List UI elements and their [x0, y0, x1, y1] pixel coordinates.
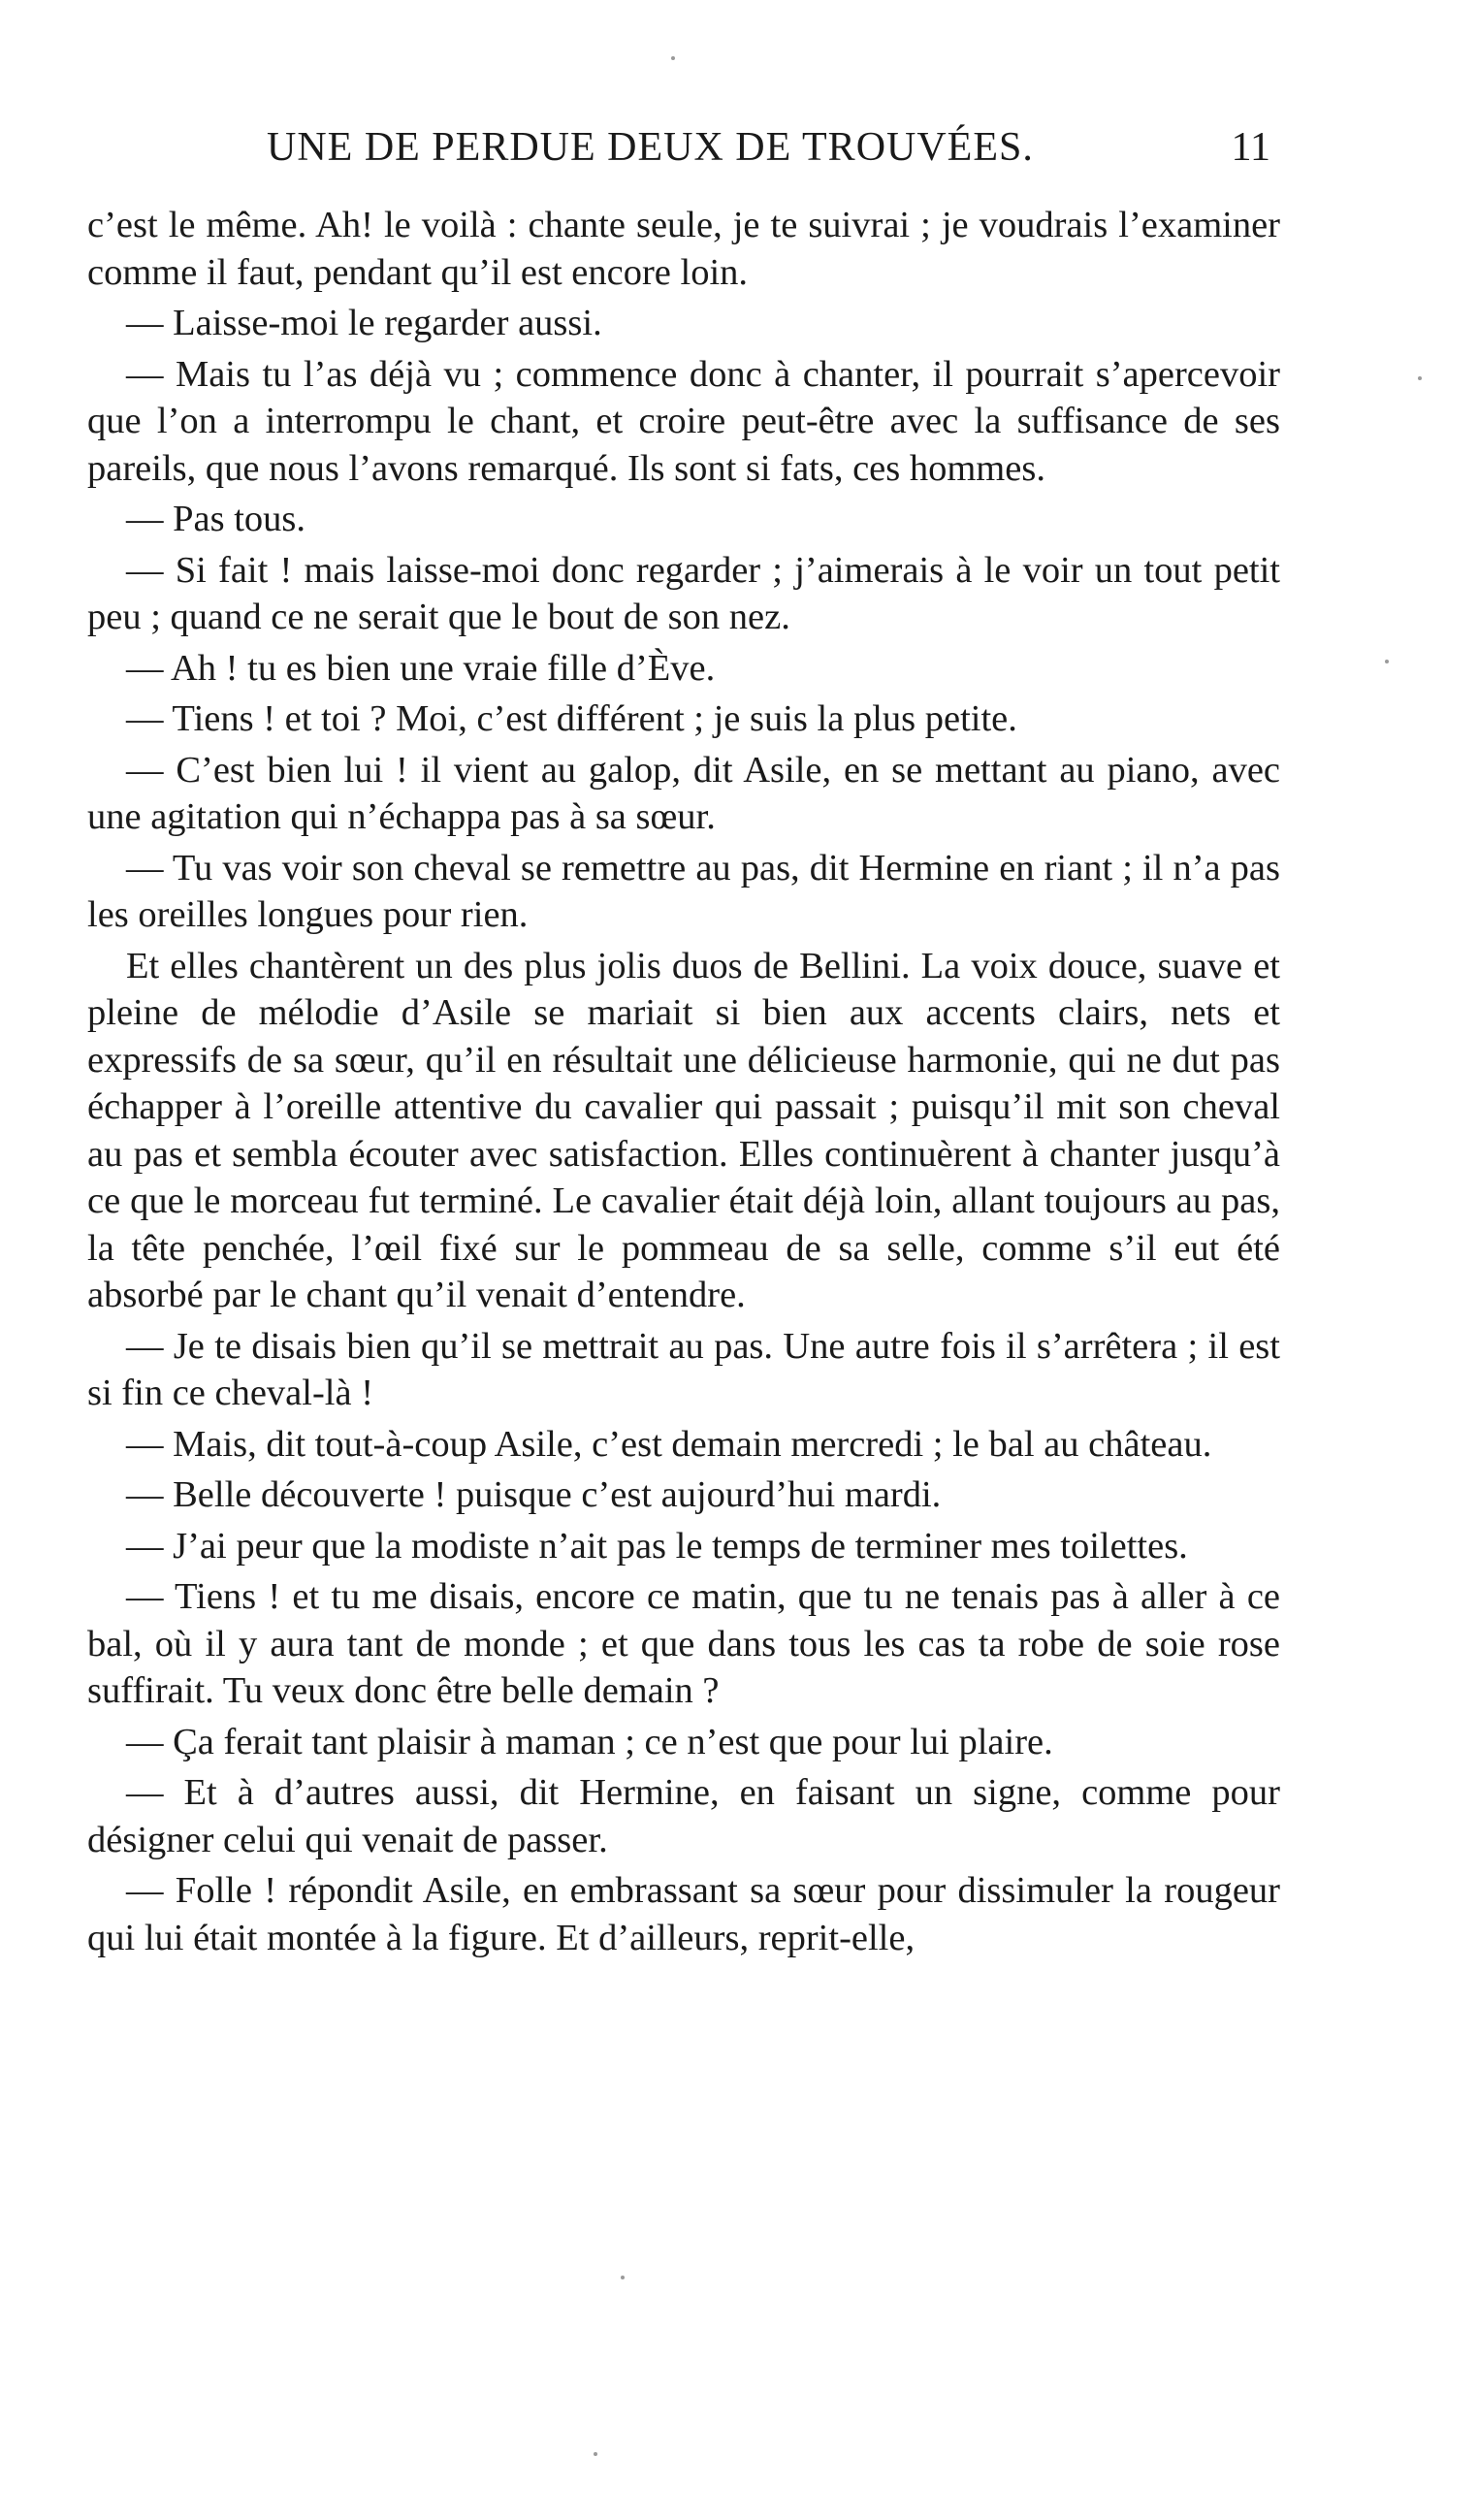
- body-text: [87, 202, 1280, 1965]
- paper-speck: [594, 2452, 597, 2456]
- paper-speck: [621, 2276, 625, 2279]
- paragraph: — Laisse-moi le regarder aussi.: [126, 303, 602, 343]
- paper-speck: [1385, 660, 1389, 663]
- paragraph: Et elles chantèrent un des plus jolis duos de Bellini. La voix douce, suave et pleine de mélodie d’Asile se mariait si bien aux accents clairs, nets et expressifs de sa sœur, qu’il en résultait une délicieuse harmonie, qui ne dut pas échapper à l’oreille attentive du cavalier qui passait ; puisqu’il mit son cheval au pas et sembla écouter avec satisfaction. Elles continuèrent à chanter jusqu’à ce que le morceau fut terminé. Le cavalier était déjà loin, allant toujours au pas, la tête penchée, l’œil fixé sur le pommeau de sa selle, comme s’il eut été absorbé par le chant qu’il venait d’entendre.: [87, 945, 1280, 1315]
- running-title: UNE DE PERDUE DEUX DE TROUVÉES.: [267, 125, 1034, 170]
- paper-speck: [671, 56, 675, 60]
- paragraph: — J’ai peur que la modiste n’ait pas le temps de terminer mes toilettes.: [126, 1525, 1188, 1567]
- paragraph: — Je te disais bien qu’il se mettrait au pas. Une autre fois il s’arrêtera ; il est si fin ce cheval-là !: [87, 1325, 1280, 1413]
- paragraph: — Pas tous.: [126, 499, 306, 539]
- paragraph: — C’est bien lui ! il vient au galop, dit Asile, en se mettant au piano, avec une agitation qui n’échappa pas à sa sœur.: [87, 749, 1280, 837]
- paragraph: — Si fait ! mais laisse-moi donc regarder ; j’aimerais à le voir un tout petit peu ; quand ce ne serait que le bout de son nez.: [87, 549, 1280, 637]
- paragraph: — Et à d’autres aussi, dit Hermine, en faisant un signe, comme pour désigner celui qui venait de passer.: [87, 1772, 1280, 1860]
- page-number: 11: [1231, 125, 1270, 170]
- paragraph: — Tiens ! et tu me disais, encore ce matin, que tu ne tenais pas à aller à ce bal, où il y aura tant de monde ; et que dans tous les cas ta robe de soie rose suffirait. Tu veux donc être belle demain ?: [87, 1576, 1280, 1711]
- paragraph: — Ça ferait tant plaisir à maman ; ce n’est que pour lui plaire.: [126, 1721, 1053, 1762]
- paragraph: — Belle découverte ! puisque c’est aujourd’hui mardi.: [126, 1474, 942, 1515]
- paragraph: — Mais, dit tout-à-coup Asile, c’est demain mercredi ; le bal au château.: [126, 1423, 1212, 1465]
- running-head: [87, 124, 1270, 182]
- paragraph: — Tu vas voir son cheval se remettre au pas, dit Hermine en riant ; il n’a pas les oreilles longues pour rien.: [87, 847, 1280, 935]
- paragraph: — Ah ! tu es bien une vraie fille d’Ève.: [126, 647, 716, 689]
- paragraph: — Mais tu l’as déjà vu ; commence donc à chanter, il pourrait s’apercevoir que l’on a interrompu le chant, et croire peut-être avec la suffisance de ses pareils, que nous l’avons remarqué. Ils sont si fats, ces hommes.: [87, 353, 1280, 489]
- paragraph: — Tiens ! et toi ? Moi, c’est différent ; je suis la plus petite.: [126, 698, 1017, 739]
- paragraph: — Folle ! répondit Asile, en embrassant sa sœur pour dissimuler la rougeur qui lui était montée à la figure. Et d’ailleurs, reprit-elle,: [87, 1870, 1280, 1958]
- paragraph: c’est le même. Ah! le voilà : chante seule, je te suivrai ; je voudrais l’examiner comme il faut, pendant qu’il est encore loin.: [87, 205, 1280, 293]
- paper-speck: [1418, 376, 1422, 380]
